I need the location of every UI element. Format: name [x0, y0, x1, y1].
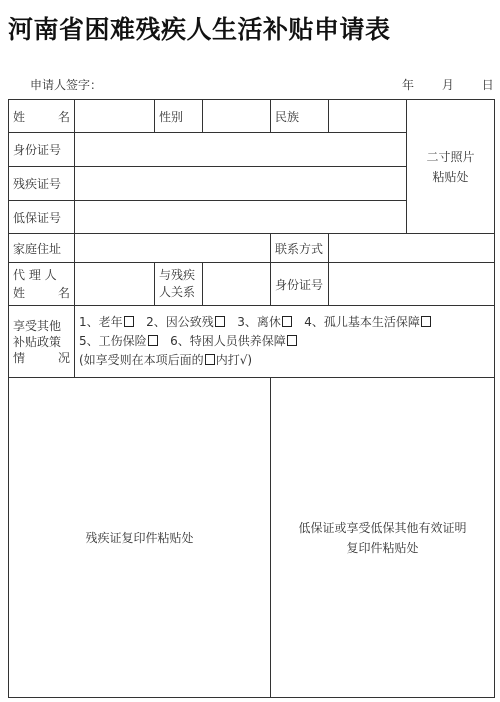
- address-label: 家庭住址: [9, 234, 75, 263]
- ethnicity-field[interactable]: [329, 100, 407, 133]
- low-income-cert-field[interactable]: [75, 201, 407, 234]
- disability-cert-label: 残疾证号: [9, 167, 75, 201]
- checkbox-destitute-support[interactable]: [287, 335, 297, 346]
- name-field[interactable]: [75, 100, 155, 133]
- phone-field[interactable]: [329, 234, 495, 263]
- agent-id-label: 身份证号: [271, 263, 329, 306]
- benefits-line1: 1、老年 2、因公致残 3、离休 4、孤儿基本生活保障: [79, 313, 494, 332]
- benefits-note: (如享受则在本项后面的 内打√): [79, 353, 253, 367]
- ethnicity-label: 民族: [271, 100, 329, 133]
- agent-label-line1: 代 理 人: [13, 268, 57, 282]
- gender-field[interactable]: [203, 100, 271, 133]
- agent-label-line2: 姓 名: [13, 286, 70, 300]
- relation-field[interactable]: [203, 263, 271, 306]
- benefits-label: 享受其他 补贴政策 情 况: [9, 306, 75, 378]
- disability-cert-copy-paste-area[interactable]: 残疾证复印件粘贴处: [9, 378, 271, 698]
- date-line: [402, 76, 494, 93]
- gender-label: 性别: [155, 100, 203, 133]
- id-number-label: 身份证号: [9, 133, 75, 167]
- low-income-cert-label: 低保证号: [9, 201, 75, 234]
- checkbox-orphan-support[interactable]: [421, 316, 431, 327]
- date-day: 日: [481, 78, 494, 92]
- checkbox-injury-insurance[interactable]: [148, 335, 158, 346]
- relation-label: 与残疾 人关系: [155, 263, 203, 306]
- photo-label-line2: 粘贴处: [432, 169, 469, 184]
- date-year: 年: [402, 78, 415, 92]
- agent-id-field[interactable]: [329, 263, 495, 306]
- name-label: 姓 名: [9, 100, 75, 133]
- low-income-proof-paste-area[interactable]: 低保证或享受低保其他有效证明 复印件粘贴处: [271, 378, 495, 698]
- note-box-icon: [205, 354, 215, 365]
- applicant-signature-label: 申请人签字：: [30, 78, 103, 92]
- date-month: 月: [441, 78, 454, 92]
- form-title: 河南省困难残疾人生活补贴申请表: [8, 15, 391, 44]
- agent-name-field[interactable]: [75, 263, 155, 306]
- phone-label: 联系方式: [271, 234, 329, 263]
- checkbox-elderly[interactable]: [124, 316, 134, 327]
- photo-paste-area[interactable]: [407, 100, 495, 234]
- disability-cert-field[interactable]: [75, 167, 407, 201]
- address-field[interactable]: [75, 234, 271, 263]
- photo-label-line1: 二寸照片: [426, 149, 475, 164]
- checkbox-retired[interactable]: [282, 316, 292, 327]
- agent-name-label: [9, 263, 75, 306]
- checkbox-work-disability[interactable]: [215, 316, 225, 327]
- application-form-table: [8, 99, 495, 698]
- id-number-field[interactable]: [75, 133, 407, 167]
- benefits-line2: 5、工伤保险 6、特困人员供养保障: [79, 332, 494, 351]
- benefits-options: [75, 306, 495, 378]
